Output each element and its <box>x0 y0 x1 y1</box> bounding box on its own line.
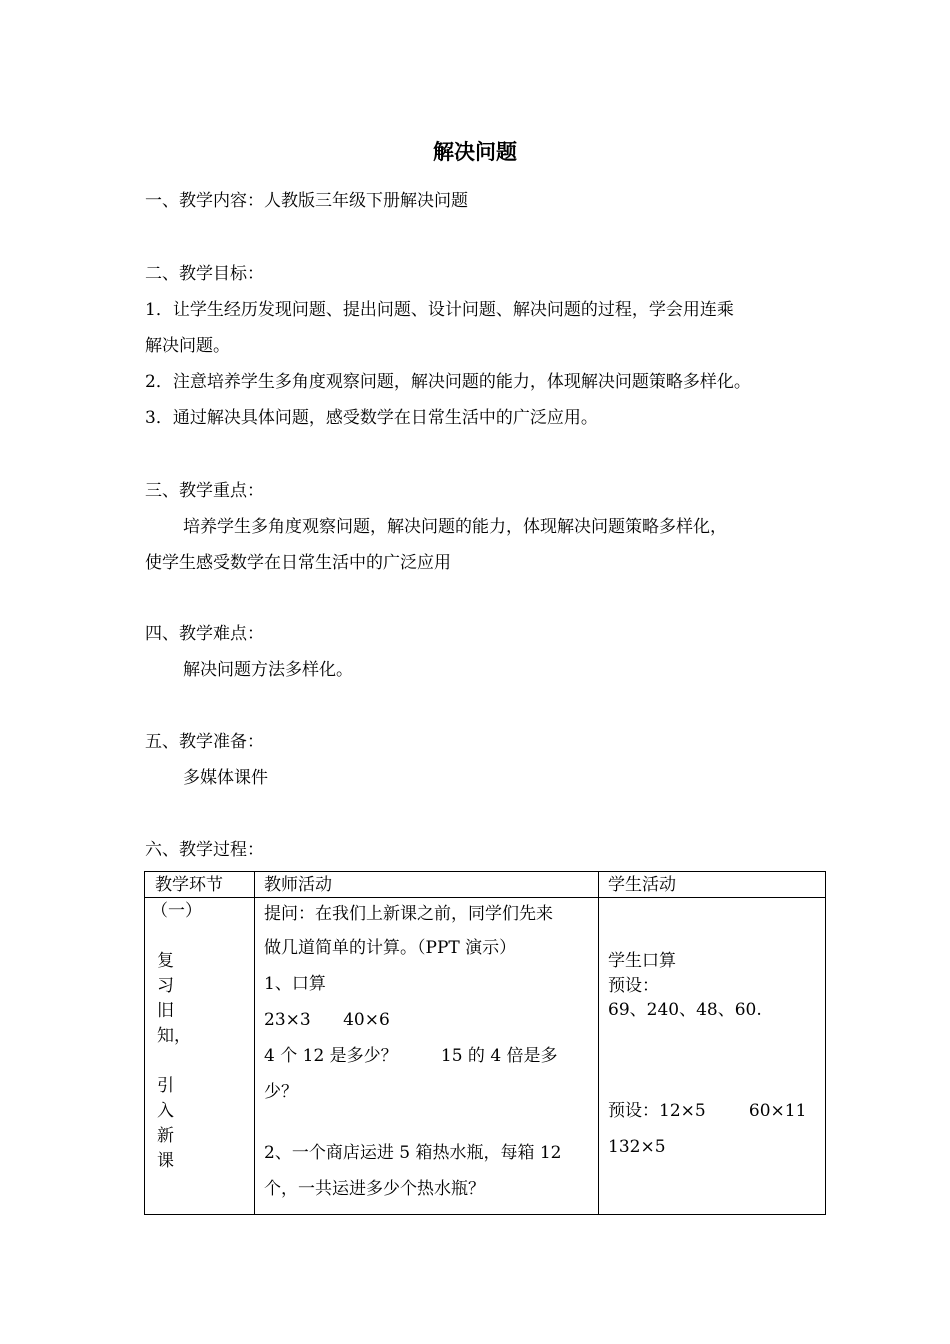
teacher-line: 4 个 12 是多少？ 15 的 4 倍是多 <box>264 1046 558 1066</box>
header-cell <box>145 872 255 898</box>
student-line: 132×5 <box>608 1137 666 1157</box>
section-prep-heading: 五、教学准备： <box>145 732 264 752</box>
header-student: 学生活动 <box>608 875 676 895</box>
goal-1-line-1: 1．让学生经历发现问题、提出问题、设计问题、解决问题的过程，学会用连乘 <box>145 300 734 320</box>
section-process-heading: 六、教学过程： <box>145 840 264 860</box>
process-table <box>144 871 826 1215</box>
stage-char: 习 <box>157 976 174 996</box>
goal-1-line-2: 解决问题。 <box>145 336 230 356</box>
stage-char: 引 <box>157 1076 174 1096</box>
section-goals-heading: 二、教学目标： <box>145 264 264 284</box>
stage-char: 旧 <box>157 1001 174 1021</box>
teacher-line: 少？ <box>264 1082 298 1102</box>
student-line: 学生口算 <box>608 951 676 971</box>
table-row <box>145 898 826 1215</box>
stage-number: （一） <box>151 901 202 921</box>
stage-char: 入 <box>157 1101 174 1121</box>
document-title: 解决问题 <box>433 140 517 164</box>
teacher-line: 个，一共运进多少个热水瓶？ <box>264 1179 485 1199</box>
header-cell <box>599 872 826 898</box>
goal-3: 3．通过解决具体问题，感受数学在日常生活中的广泛应用。 <box>145 408 598 428</box>
stage-char: 课 <box>157 1151 174 1171</box>
teacher-line: 23×3 40×6 <box>264 1010 390 1030</box>
teacher-line: 2、一个商店运进 5 箱热水瓶，每箱 12 <box>264 1143 562 1163</box>
stage-char: 新 <box>157 1126 174 1146</box>
key-point-line-1: 培养学生多角度观察问题，解决问题的能力，体现解决问题策略多样化， <box>183 517 727 537</box>
stage-char: 复 <box>157 951 174 971</box>
section-difficulty-heading: 四、教学难点： <box>145 624 264 644</box>
stage-cell <box>145 898 255 1215</box>
goal-2: 2．注意培养学生多角度观察问题，解决问题的能力，体现解决问题策略多样化。 <box>145 372 751 392</box>
teacher-cell <box>255 898 599 1215</box>
key-point-line-2: 使学生感受数学在日常生活中的广泛应用 <box>145 553 451 573</box>
student-line: 69、240、48、60. <box>608 1000 762 1020</box>
header-teacher: 教师活动 <box>264 875 332 895</box>
difficulty-text: 解决问题方法多样化。 <box>183 660 353 680</box>
teacher-line: 做几道简单的计算。（PPT 演示） <box>264 938 517 958</box>
header-stage: 教学环节 <box>155 875 223 895</box>
teacher-line: 提问：在我们上新课之前，同学们先来 <box>264 904 553 924</box>
student-cell <box>599 898 826 1215</box>
section-key-heading: 三、教学重点： <box>145 481 264 501</box>
section-content: 一、教学内容：人教版三年级下册解决问题 <box>145 191 468 211</box>
student-line: 预设：12×5 60×11 <box>608 1101 807 1121</box>
teacher-line: 1、口算 <box>264 974 326 994</box>
student-line: 预设： <box>608 976 659 996</box>
stage-char: 知， <box>157 1026 191 1046</box>
header-cell <box>255 872 599 898</box>
table-header-row <box>145 872 826 898</box>
prep-text: 多媒体课件 <box>183 768 268 788</box>
